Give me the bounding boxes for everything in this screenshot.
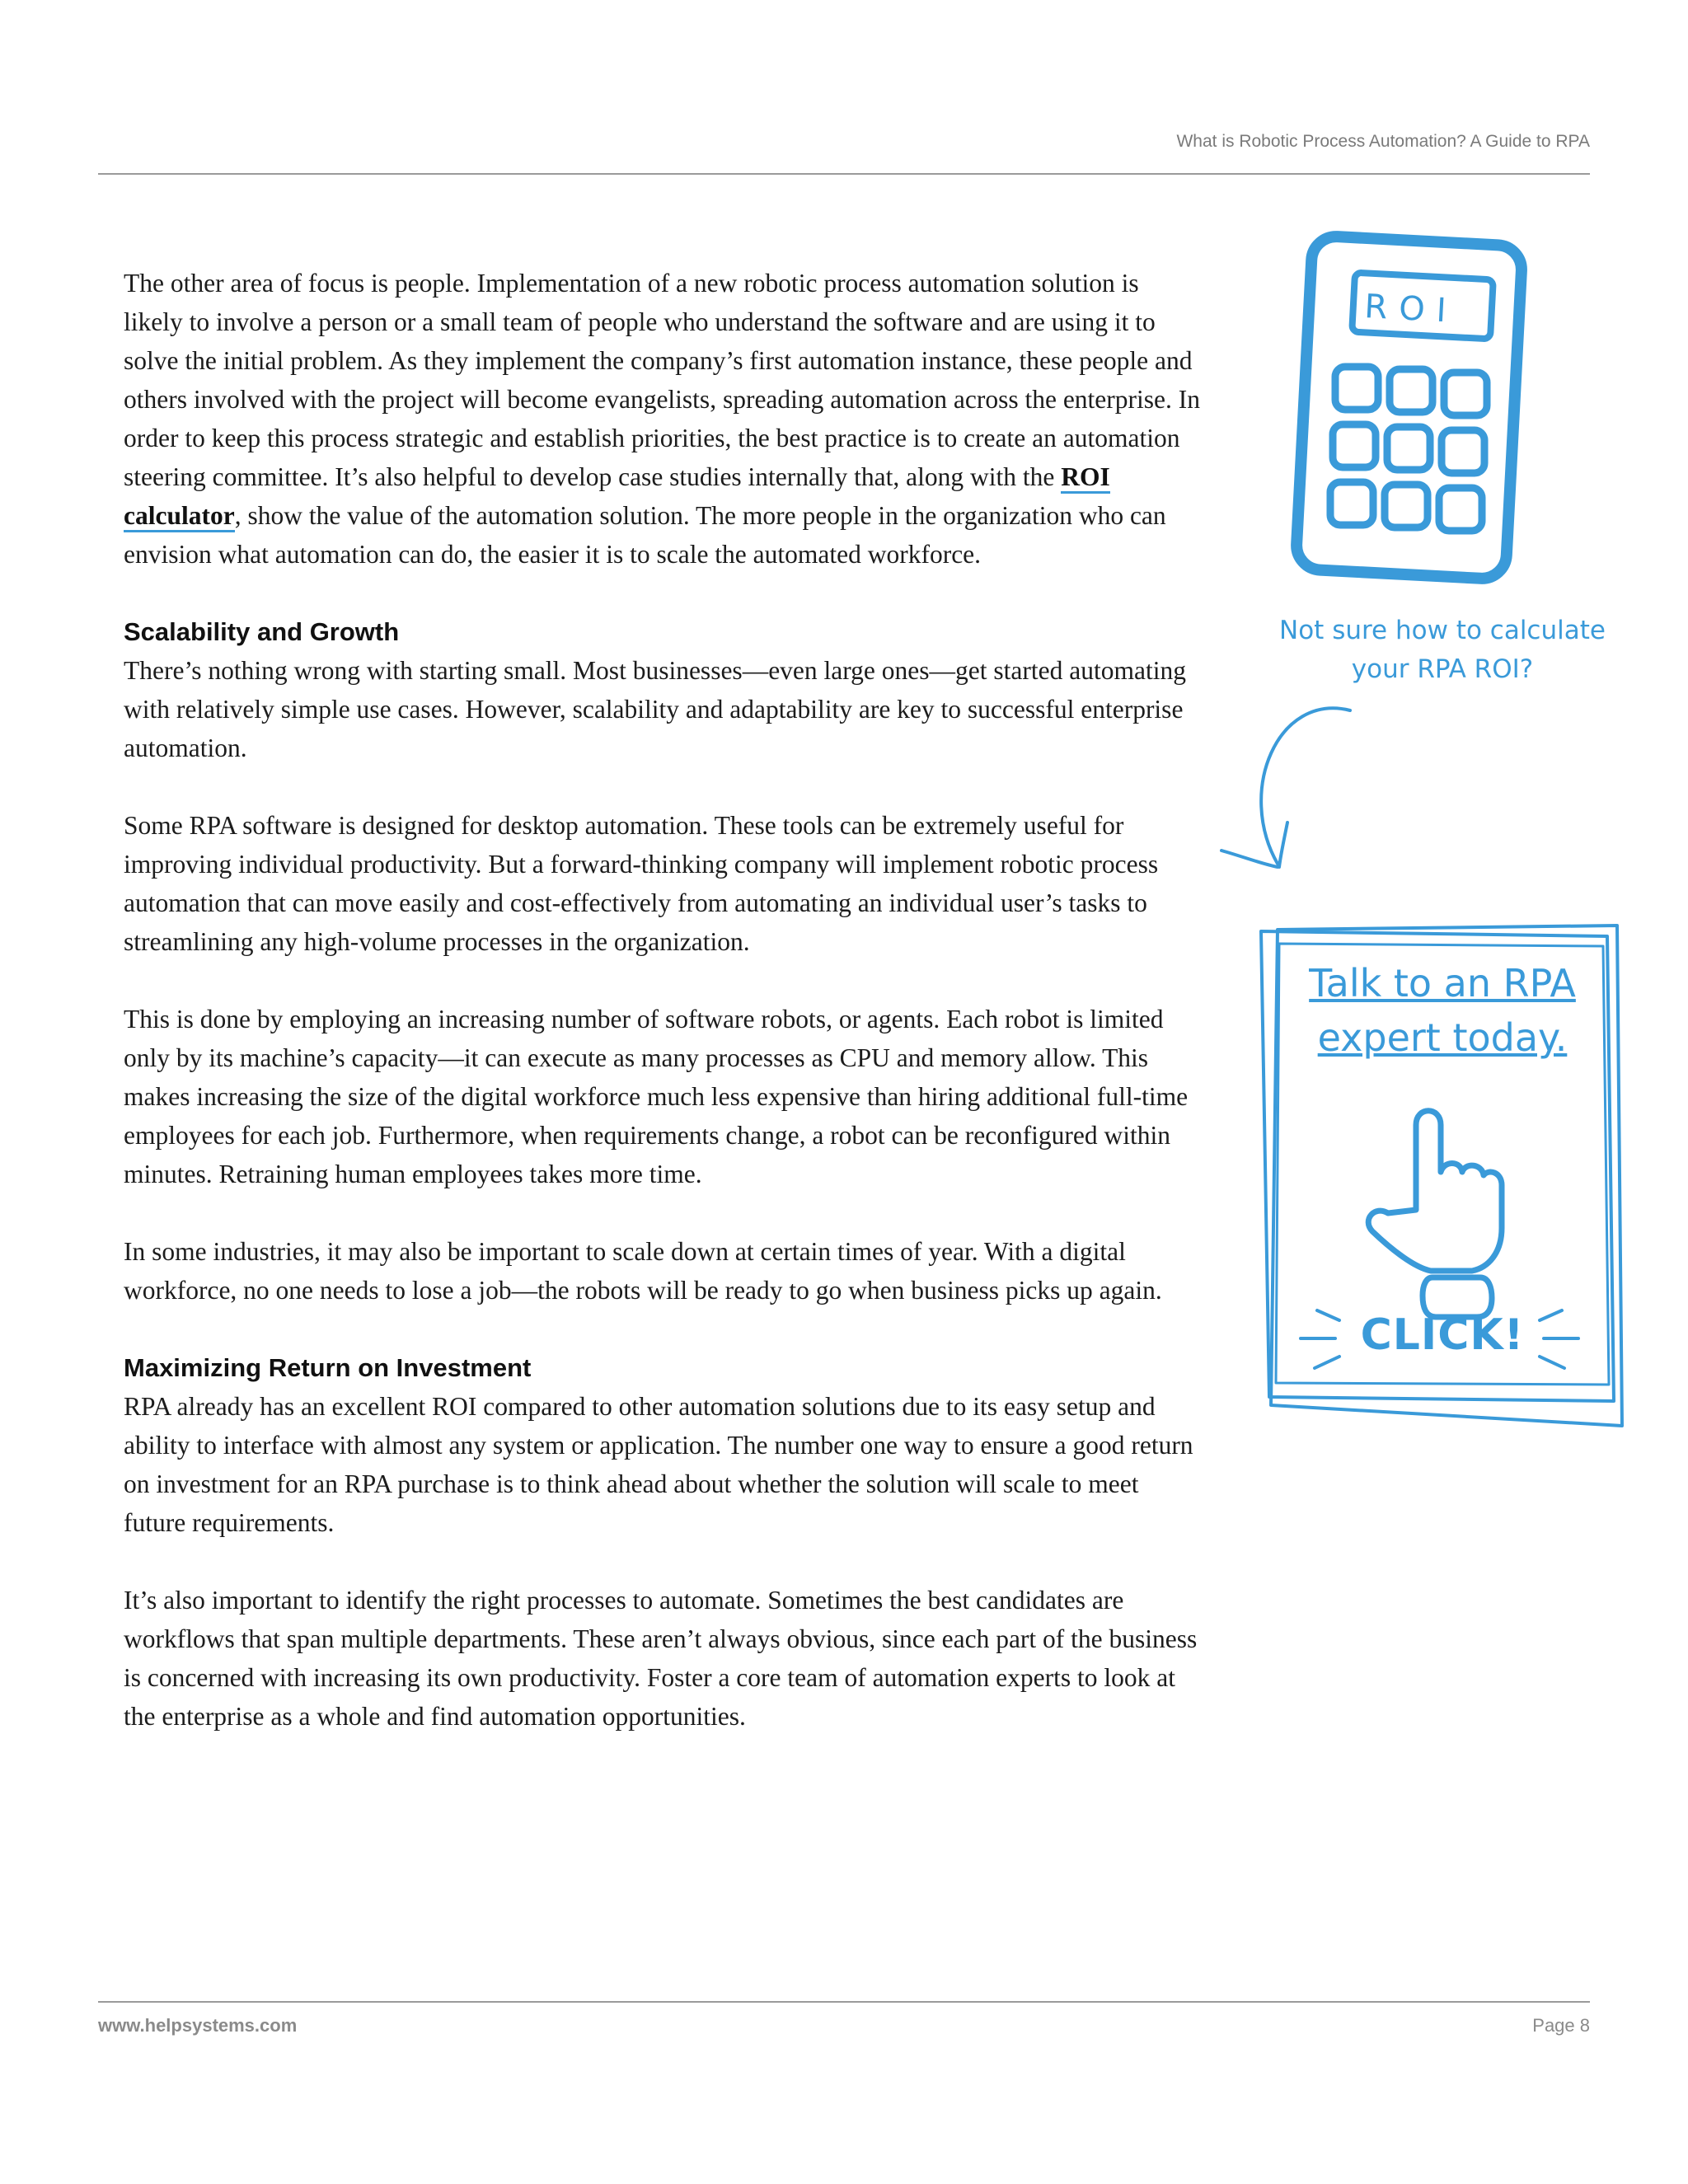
curved-arrow-icon: [1221, 708, 1350, 867]
article-body: [124, 264, 1203, 1774]
paragraph-desktop: Some RPA software is designed for desktop automation. These tools can be extremely useful for improving individual productivity. But a forward-thinking company will implement robotic process automation that can move easily and cost-effectively from automating an individual user’s tasks to streamlining any high-volume processes in the organization.: [124, 811, 1159, 956]
paragraph-start-small: There’s nothing wrong with starting small. Most businesses—even large ones—get started automating with relatively simple use cases. However, scalability and adaptability are key to successful enterprise automation.: [124, 656, 1186, 762]
paragraph-text: , show the value of the automation solution. The more people in the organization who can envision what automation can do, the easier it is to scale the automated workforce.: [124, 501, 1166, 569]
footer-website: www.helpsystems.com: [98, 2015, 298, 2036]
paragraph-robots: This is done by employing an increasing number of software robots, or agents. Each robot is limited only by its machine’s capacity—it can execute as many processes as CPU and memory allow. This makes increasing the size of the digital workforce much less expensive than hiring additional full-time employees for each job. Furthermore, when requirements change, a robot can be reconfigured within minutes. Retraining human employees takes more time.: [124, 1005, 1189, 1188]
click-label: CLICK!: [1360, 1310, 1525, 1360]
header-title: What is Robotic Process Automation? A Guide to RPA: [1176, 132, 1590, 151]
heading-scalability: Scalability and Growth: [124, 617, 400, 646]
heading-roi: Maximizing Return on Investment: [124, 1353, 532, 1382]
paragraph-text: The other area of focus is people. Implementation of a new robotic process automation solution is likely to involve a person or a small team of people who understand the software and are using it to solve the initial problem. As they implement the company’s first automation instance, these people and others involved with the project will become evangelists, spreading automation across the enterprise. In order to keep this process strategic and establish priorities, the best practice is to create an automation steering committee. It’s also helpful to develop case studies internally that, along with the: [124, 269, 1201, 491]
paragraph-roi: RPA already has an excellent ROI compared to other automation solutions due to its easy setup and ability to interface with almost any system or application. The number one way to ensure a good return on investment for an RPA purchase is to think ahead about whether the solution will scale to meet future requirements.: [124, 1392, 1193, 1537]
paragraph-people: [124, 264, 1203, 574]
paragraph-processes: It’s also important to identify the right processes to automate. Sometimes the best candidates are workflows that span multiple departments. These aren’t always obvious, since each part of the business is concerned with increasing its own productivity. Foster a core team of automation experts to look at the enterprise as a whole and find automation opportunities.: [124, 1586, 1198, 1731]
roi-calculator-link[interactable]: ROI calculator: [124, 462, 1110, 532]
calculator-icon: [1296, 236, 1523, 580]
talk-to-expert-link[interactable]: Talk to an RPA expert today.: [1309, 961, 1576, 1060]
sidebar-illustration: [1212, 231, 1657, 1434]
calculator-display-label: ROI: [1363, 288, 1459, 330]
header-divider: [98, 173, 1590, 175]
pointing-hand-icon: [1368, 1111, 1502, 1317]
page-number: Page 8: [1532, 2015, 1590, 2036]
footer-divider: [98, 2001, 1590, 2003]
sidebar-promo: [1212, 231, 1657, 1434]
roi-callout-text: Not sure how to calculate your RPA ROI?: [1279, 616, 1606, 684]
paragraph-scale-down: In some industries, it may also be important to scale down at certain times of year. With a digital workforce, no one needs to lose a job—the robots will be ready to go when business picks up again.: [124, 1237, 1162, 1305]
